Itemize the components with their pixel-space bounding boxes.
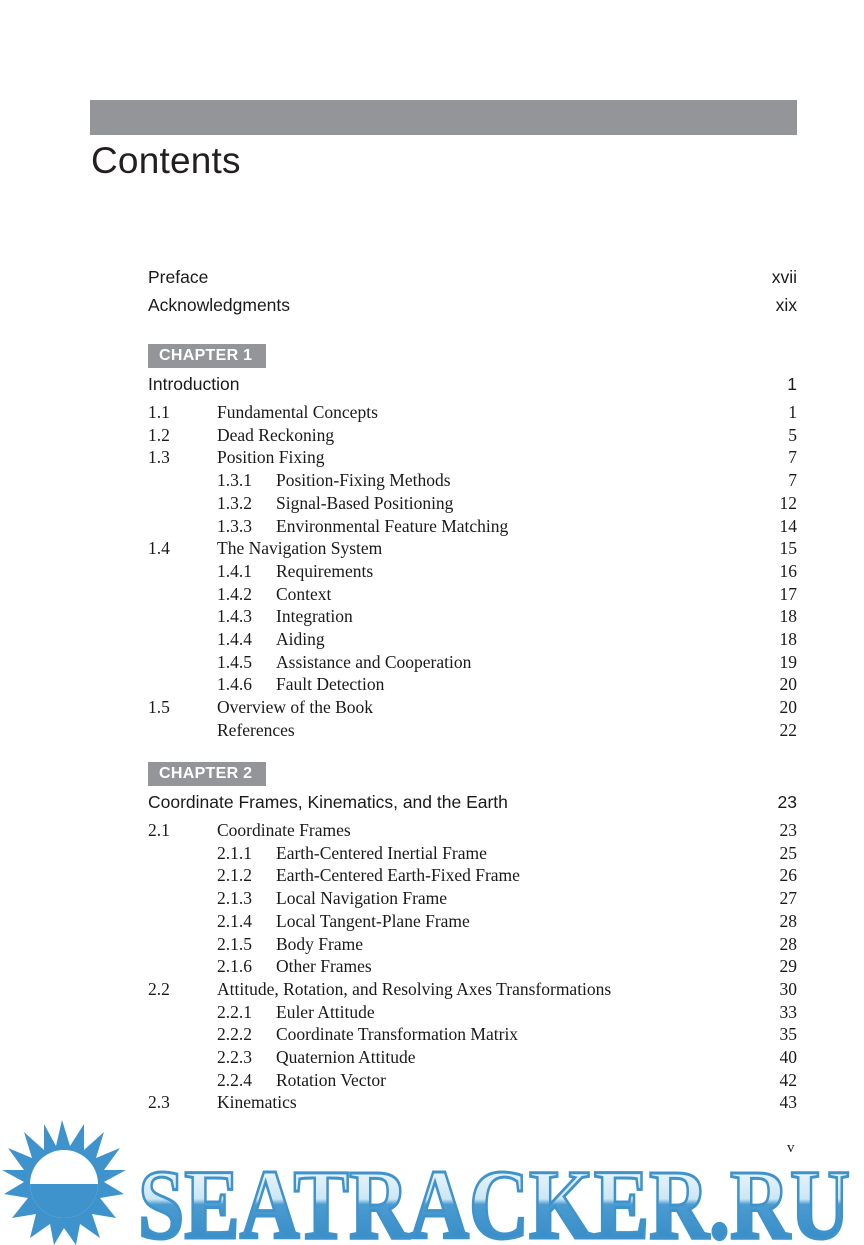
toc-entry-page: 20 [779,697,797,718]
chapter-page: 23 [777,792,797,812]
toc-entry-number: 2.2 [148,978,170,999]
toc-entry-page: 16 [779,560,797,581]
chapter-title-row[interactable] [148,792,797,815]
toc-entry-label: Signal-Based Positioning [276,492,454,513]
toc-entry-page: 12 [779,492,797,513]
toc-entry[interactable] [148,493,797,516]
toc-entry-page: xvii [771,267,797,287]
toc-entry-label: Preface [148,267,209,287]
toc-entry-number: 1.4.2 [217,583,252,604]
toc-entry-number: 2.3 [148,1092,170,1113]
toc-entry[interactable] [148,697,797,720]
toc-entry[interactable] [148,606,797,629]
toc-entry-number: 1.3.3 [217,515,252,536]
toc-entry[interactable] [148,934,797,957]
toc-entry[interactable] [148,888,797,911]
toc-entry-page: xix [775,295,797,315]
toc-entry-number: 1.3.1 [217,470,252,491]
toc-entry-label: Assistance and Cooperation [276,651,472,672]
toc-entry-page: 23 [779,820,797,840]
toc-entry-label: Body Frame [276,933,364,954]
toc-entry-number: 2.1.6 [217,956,252,977]
toc-entry[interactable] [148,911,797,934]
toc-entry[interactable] [148,538,797,561]
chapter-badge: CHAPTER 2 [148,762,266,786]
toc-entry-page: 15 [779,538,797,559]
toc-entry-label: Position Fixing [217,447,325,468]
toc-entry[interactable] [148,1047,797,1070]
toc-entry-number: 2.2.4 [217,1069,252,1090]
toc-entry-number: 2.1.3 [217,888,252,909]
toc-entry-label: Local Navigation Frame [276,888,448,909]
toc-entry-label: References [217,719,295,740]
toc-entry[interactable] [148,1092,797,1115]
toc-entry-number: 1.3 [148,447,170,468]
toc-entry-page: 18 [779,606,797,627]
toc-entry-page: 19 [779,651,797,672]
toc-entry[interactable] [148,516,797,539]
toc-entry-label: Euler Attitude [276,1001,375,1022]
toc-entry-label: Earth-Centered Earth-Fixed Frame [276,865,520,886]
toc-entry-number: 2.1.5 [217,933,252,954]
toc-entry-number: 1.4 [148,538,170,559]
toc-entry-page: 35 [779,1024,797,1045]
toc-entry-label: Coordinate Transformation Matrix [276,1024,519,1045]
toc-entry-label: Quaternion Attitude [276,1047,416,1067]
toc-entry-page: 14 [779,515,797,536]
toc-entry-page: 1 [788,402,797,422]
toc-entry-number: 1.4.1 [217,560,252,581]
toc-entry-number: 2.2.3 [217,1047,252,1067]
toc-entry-page: 20 [779,674,797,695]
toc-entry-label: Earth-Centered Inertial Frame [276,842,487,863]
toc-entry[interactable] [148,865,797,888]
toc-entry-page: 7 [788,470,797,491]
chapter-badge: CHAPTER 1 [148,344,266,368]
toc-entry-page: 7 [788,447,797,468]
toc-entry[interactable] [148,425,797,448]
toc-entry-number: 1.4.3 [217,606,252,627]
toc-entry-label: Rotation Vector [276,1069,387,1090]
toc-entry-number: 2.2.1 [217,1001,252,1022]
chapter-page: 1 [787,374,797,394]
toc-entry-label: Overview of the Book [217,697,374,718]
toc-entry-label: Integration [276,606,353,627]
toc-entry[interactable] [148,652,797,675]
toc-entry-page: 42 [779,1069,797,1090]
toc-entry[interactable] [148,470,797,493]
toc-entry-number: 1.5 [148,697,170,718]
toc-entry-label: Fault Detection [276,674,385,695]
toc-entry-number: 2.1.4 [217,910,252,931]
toc-entry-label: Kinematics [217,1092,297,1113]
toc-entry-page: 33 [779,1001,797,1022]
toc-entry-number: 1.4.4 [217,629,252,649]
toc-entry-page: 17 [779,583,797,604]
toc-entry[interactable] [148,956,797,979]
toc-entry-number: 1.1 [148,402,170,422]
toc-entry-label: Dead Reckoning [217,424,335,445]
watermark [0,1118,864,1245]
toc-entry-label: Fundamental Concepts [217,402,378,422]
sun-icon [2,1120,126,1245]
header-bar [90,100,797,135]
toc-entry[interactable] [148,820,797,843]
toc-entry-page: 40 [779,1047,797,1067]
toc-entry[interactable] [148,1002,797,1025]
toc-entry-label: Acknowledgments [148,295,291,315]
toc-entry-label: Requirements [276,560,374,581]
toc-entry[interactable] [148,561,797,584]
toc-entry[interactable] [148,979,797,1002]
toc-entry-label: Position-Fixing Methods [276,470,451,491]
toc-entry[interactable] [148,402,797,425]
toc-entry-page: 29 [779,956,797,977]
toc-entry-label: The Navigation System [217,538,383,559]
toc-entry-page: 28 [779,910,797,931]
toc-entry[interactable] [148,720,797,743]
toc-entry-page: 22 [779,719,797,740]
watermark-text: SEATRACKER.RU [138,1149,850,1245]
toc-entry-number: 1.3.2 [217,492,252,513]
toc-entry-number: 1.2 [148,424,170,445]
toc-entry[interactable] [148,843,797,866]
toc-entry[interactable] [148,1070,797,1093]
toc-entry-number: 1.4.5 [217,651,252,672]
toc-entry-number: 2.1.1 [217,842,252,863]
toc-entry-page: 30 [779,978,797,999]
toc-entry-page: 5 [788,424,797,445]
toc-entry-page: 26 [779,865,797,886]
toc-entry-page: 27 [779,888,797,909]
toc-entry-number: 1.4.6 [217,674,252,695]
toc-entry-preface[interactable] [148,267,797,290]
toc-entry[interactable] [148,674,797,697]
toc-entry-label: Aiding [276,629,325,649]
toc-entry-number: 2.1 [148,820,170,840]
toc-entry-label: Attitude, Rotation, and Resolving Axes Transformations [217,978,612,999]
toc-entry-label: Environmental Feature Matching [276,515,509,536]
toc-entry-label: Context [276,583,332,604]
toc-entry-page: 28 [779,933,797,954]
toc-entry[interactable] [148,447,797,470]
chapter-title-row[interactable] [148,374,797,397]
chapter-title: Introduction [148,374,240,394]
toc-entry[interactable] [148,629,797,652]
toc-entry[interactable] [148,584,797,607]
toc-entry-acknowledgments[interactable] [148,295,797,318]
toc-entry-label: Other Frames [276,956,372,977]
toc-entry-label: Local Tangent-Plane Frame [276,910,470,931]
toc-entry[interactable] [148,1024,797,1047]
chapter-title: Coordinate Frames, Kinematics, and the Earth [148,792,508,812]
toc-entry-number: 2.1.2 [217,865,252,886]
page-number: v [787,1140,795,1156]
toc-entry-number: 2.2.2 [217,1024,252,1045]
toc-entry-label: Coordinate Frames [217,820,351,840]
page-title: Contents [91,140,241,181]
toc-entry-page: 43 [779,1092,797,1113]
toc-entry-page: 18 [779,629,797,649]
toc-entry-page: 25 [779,842,797,863]
